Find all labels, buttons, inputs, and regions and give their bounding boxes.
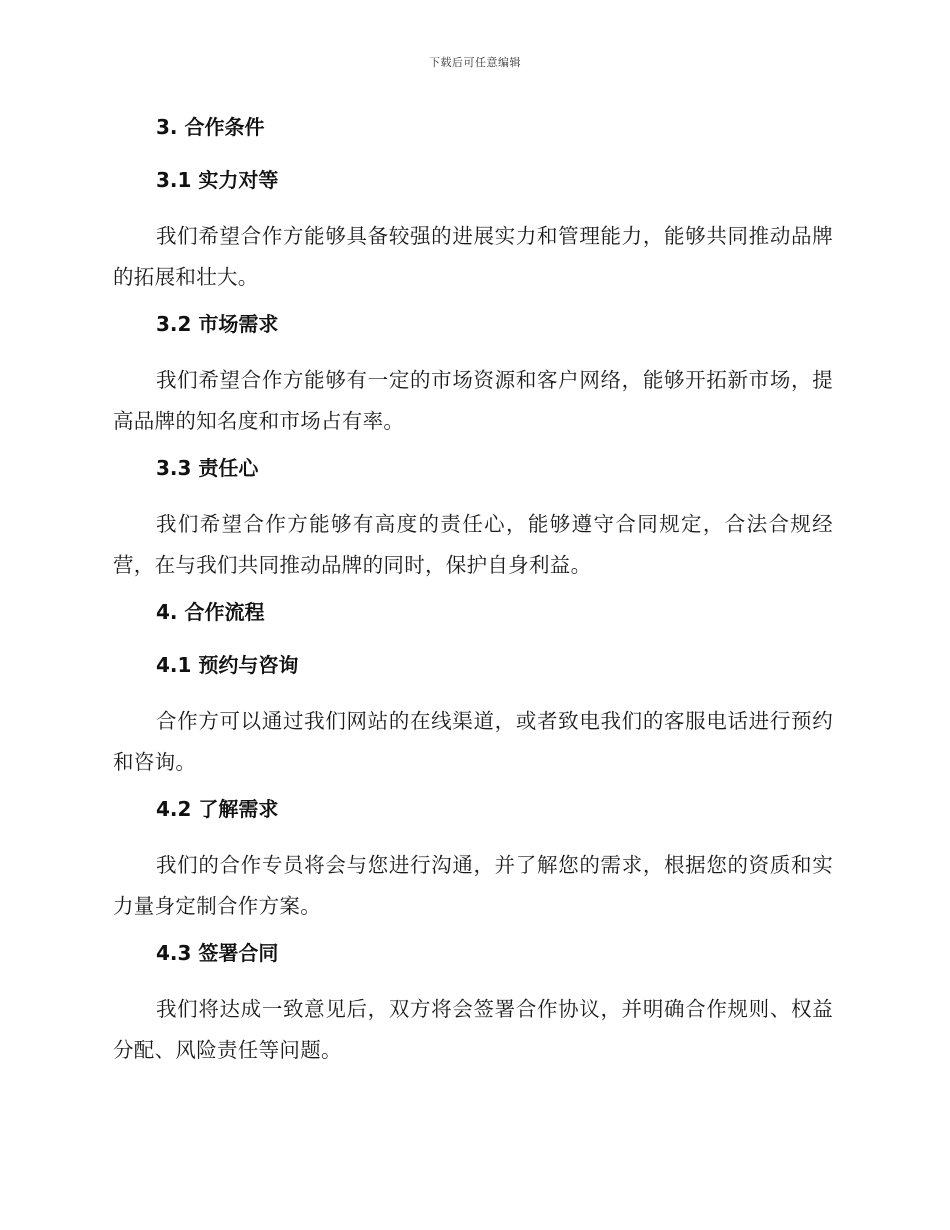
heading-section-3: 3. 合作条件	[156, 115, 265, 139]
heading-section-3-2: 3.2 市场需求	[156, 312, 279, 336]
heading-section-4-2: 4.2 了解需求	[156, 797, 279, 821]
paragraph-3-2: 我们希望合作方能够有一定的市场资源和客户网络，能够开拓新市场，提高品牌的知名度和市场占有率。	[113, 368, 833, 433]
heading-section-3-1: 3.1 实力对等	[156, 168, 279, 192]
heading-section-4: 4. 合作流程	[156, 600, 265, 624]
heading-section-4-1: 4.1 预约与咨询	[156, 653, 299, 677]
paragraph-4-2: 我们的合作专员将会与您进行沟通，并了解您的需求，根据您的资质和实力量身定制合作方案。	[113, 853, 833, 918]
paragraph-4-1: 合作方可以通过我们网站的在线渠道，或者致电我们的客服电话进行预约和咨询。	[113, 709, 833, 774]
paragraph-3-3: 我们希望合作方能够有高度的责任心，能够遵守合同规定，合法合规经营，在与我们共同推动品牌的同时，保护自身利益。	[113, 512, 833, 577]
paragraph-3-1: 我们希望合作方能够具备较强的进展实力和管理能力，能够共同推动品牌的拓展和壮大。	[113, 224, 833, 289]
header-note: 下载后可任意编辑	[429, 56, 521, 69]
document-body	[113, 110, 833, 1080]
heading-section-3-3: 3.3 责任心	[156, 456, 259, 480]
paragraph-4-3: 我们将达成一致意见后，双方将会签署合作协议，并明确合作规则、权益分配、风险责任等问题。	[113, 997, 833, 1062]
heading-section-4-3: 4.3 签署合同	[156, 941, 279, 965]
